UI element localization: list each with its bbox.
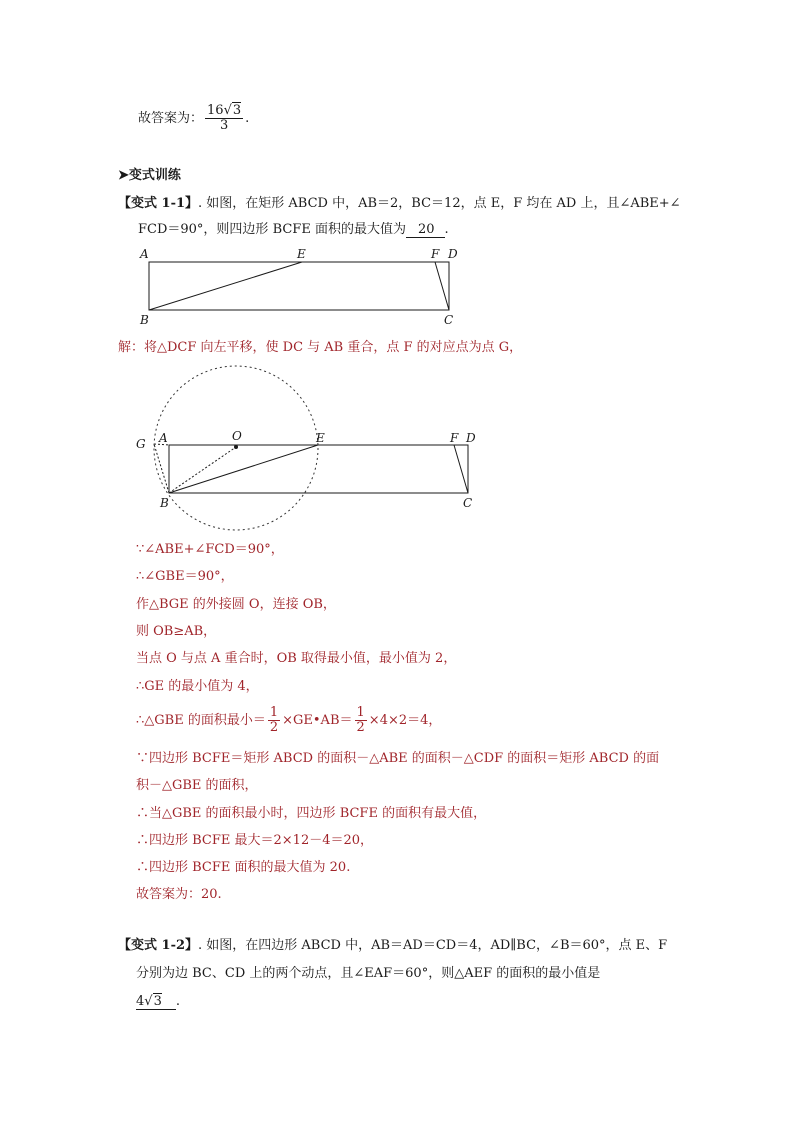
area-mid: ×GE•AB＝ — [282, 713, 353, 728]
solution-heading: 解：将△DCF 向左平移，使 DC 与 AB 重合，点 F 的对应点为点 G， — [118, 340, 523, 355]
fraction-den: 2 — [269, 720, 279, 735]
point-o — [234, 445, 238, 449]
figure-1 — [130, 244, 470, 328]
label-b-2: B — [160, 496, 169, 510]
fraction-den: 2 — [356, 720, 365, 735]
label-e-2: E — [316, 431, 325, 445]
final-answer-1: 故答案为：20. — [136, 887, 222, 902]
q1-tag: 【变式 1-1】 — [118, 196, 199, 211]
segment-be — [149, 262, 302, 310]
top-answer-label: 故答案为： — [138, 111, 204, 126]
solution-step: ∵∠ABE+∠FCD＝90°， — [136, 542, 284, 557]
label-d: D — [448, 247, 458, 261]
q1-text-1: . 如图，在矩形 ABCD 中，AB＝2，BC＝12，点 E，F 均在 AD 上，且∠ABE+∠ — [198, 196, 681, 211]
fraction-half-1 — [268, 706, 280, 735]
label-d-2: D — [466, 431, 476, 445]
solution-step: ∴四边形 BCFE 最大＝2×12－4＝20， — [136, 833, 374, 848]
segment-fc-2 — [454, 445, 468, 493]
label-a-2: A — [159, 431, 168, 445]
label-f-2: F — [450, 431, 459, 445]
rect-abcd-2 — [169, 445, 468, 493]
solution-step: 积－△GBE 的面积， — [136, 778, 258, 793]
solution-step: ∴∠GBE＝90°， — [136, 569, 234, 584]
label-o: O — [232, 429, 242, 443]
area-step — [136, 704, 441, 738]
rect-abcd — [149, 262, 449, 310]
label-g: G — [136, 437, 146, 451]
segment-be-2 — [169, 445, 318, 493]
solution-step: 则 OB≥AB， — [136, 624, 217, 639]
top-answer-den: 3 — [219, 118, 229, 133]
label-b: B — [140, 313, 149, 327]
solution-step: ∴四边形 BCFE 面积的最大值为 20. — [136, 860, 351, 875]
q2-text-1: . 如图，在四边形 ABCD 中，AB＝AD＝CD＝4，AD∥BC，∠B＝60°，点 E、F — [198, 938, 668, 953]
area-pre: ∴△GBE 的面积最小＝ — [136, 713, 266, 728]
arrow-icon: ➤ — [118, 168, 129, 183]
q2-line2: 分别为边 BC、CD 上的两个动点，且∠EAF＝60°，则△AEF 的面积的最小值是 — [136, 966, 601, 981]
top-answer-num: 16 — [207, 103, 224, 118]
label-f: F — [431, 247, 440, 261]
label-c: C — [444, 313, 454, 327]
q1-line2 — [138, 222, 449, 238]
sqrt-symbol: √ — [223, 103, 232, 118]
fraction-half-2 — [355, 706, 367, 735]
area-post: ×4×2＝4， — [368, 713, 442, 728]
q2-answer — [136, 994, 176, 1010]
solution-step: ∴当△GBE 的面积最小时，四边形 BCFE 的面积有最大值， — [136, 806, 487, 821]
label-a: A — [140, 247, 149, 261]
top-answer-end: . — [245, 111, 250, 126]
fraction-num: 1 — [356, 705, 365, 720]
label-e: E — [297, 247, 306, 261]
top-answer-fraction — [205, 104, 243, 133]
q2-answer-radicand: 3 — [153, 994, 162, 1009]
q2-line1 — [118, 938, 667, 954]
fraction-num: 1 — [269, 705, 279, 720]
q2-tag: 【变式 1-2】 — [118, 938, 199, 953]
q2-answer-coef: 4 — [136, 994, 145, 1009]
top-answer-radicand: 3 — [232, 103, 242, 118]
solution-step: ∵四边形 BCFE＝矩形 ABCD 的面积－△ABE 的面积－△CDF 的面积＝矩形 ABCD 的面 — [136, 751, 660, 766]
sqrt-symbol: √ — [144, 994, 153, 1009]
q1-line1 — [118, 196, 681, 212]
q2-answer-end: . — [175, 994, 180, 1009]
q1-text-2: FCD＝90°，则四边形 BCFE 面积的最大值为 — [138, 222, 406, 237]
q2-answer-line — [136, 994, 180, 1010]
label-c-2: C — [463, 496, 473, 510]
solution-step: 作△BGE 的外接圆 O，连接 OB， — [136, 597, 336, 612]
segment-fc — [435, 262, 449, 310]
solution-step: 当点 O 与点 A 重合时，OB 取得最小值，最小值为 2， — [136, 651, 457, 666]
section-heading — [118, 168, 181, 184]
q1-text-end: . — [444, 222, 449, 237]
figure-2 — [130, 364, 490, 534]
q1-answer: 20 — [406, 223, 445, 238]
section-title: 变式训练 — [128, 168, 181, 183]
solution-step: ∴GE 的最小值为 4， — [136, 679, 259, 694]
top-answer-line — [138, 104, 249, 133]
segment-ob — [169, 447, 236, 493]
